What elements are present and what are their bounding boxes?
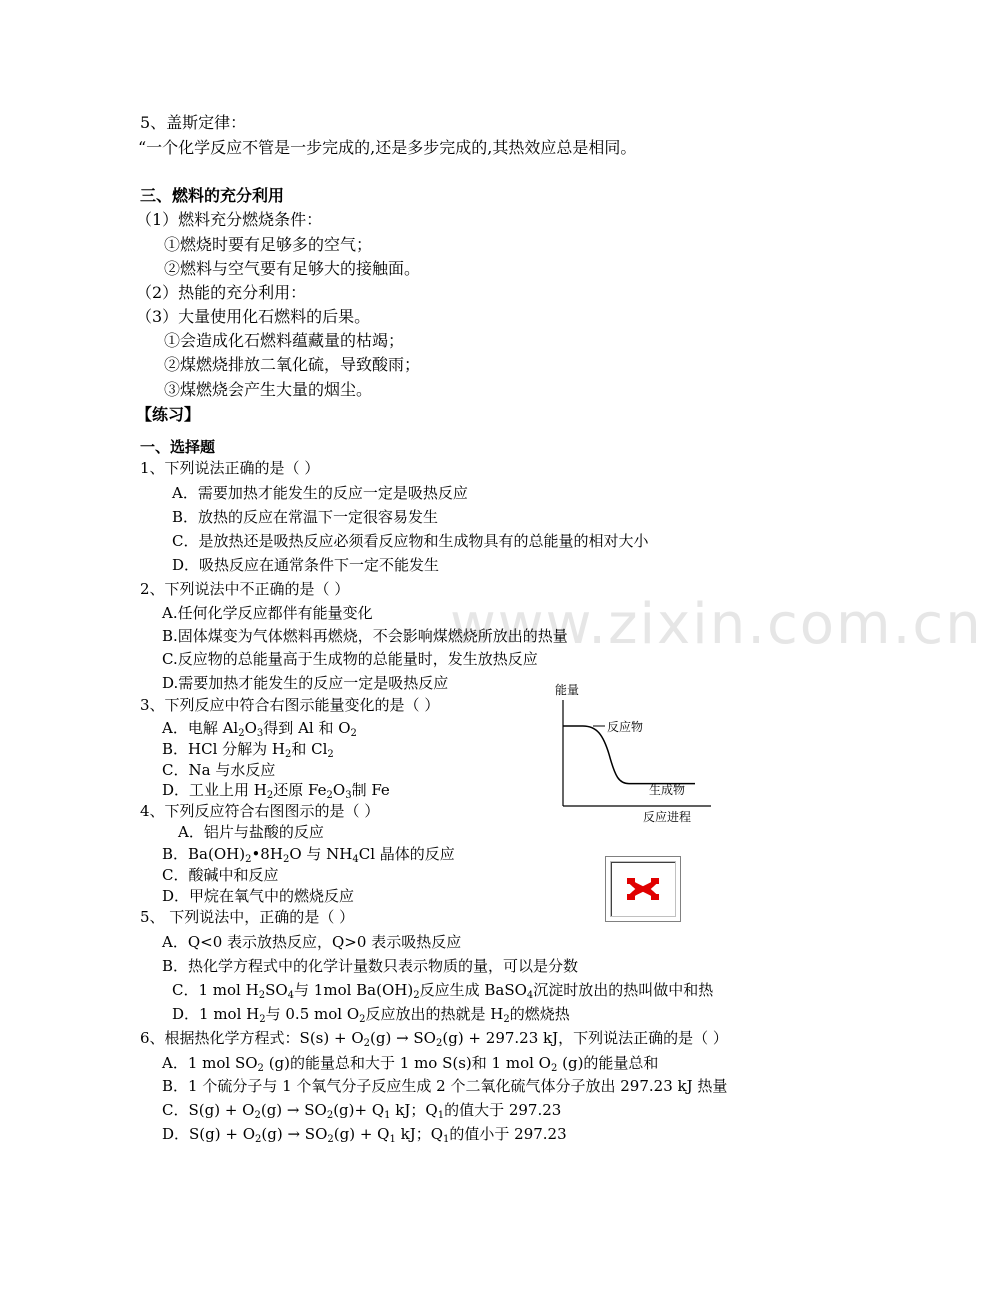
energy-profile-chart [545,678,715,828]
q1-option-a: A．需要加热才能发生的反应一定是吸热反应 [172,484,468,502]
section-3-title: 三、燃料的充分利用 [140,186,285,205]
q4-stem: 4、下列反应符合右图图示的是（ ） [140,802,380,820]
watermark: www.zixin.com.cn [450,592,983,657]
q3-option-d: D．工业上用 $H_2$还原 $Fe_2O_3$制 Fe [162,781,390,801]
q6-option-c: C．$S(g) + O_2(g) \to SO_2(g)+ Q_1$ kJ；$Q_1$的值大于 297.23 [162,1101,562,1121]
condition-item-1: （1）燃料充分燃烧条件： [136,210,323,229]
hess-law-title: 5、盖斯定律： [140,113,247,132]
q5-option-b: B．热化学方程式中的化学计量数只表示物质的量，可以是分数 [162,957,579,975]
q2-option-c: C.反应物的总能量高于生成物的总能量时，发生放热反应 [162,650,538,668]
y-axis-label: 能量 [555,683,580,697]
condition-item-3c: ③煤燃烧会产生大量的烟尘。 [164,380,373,399]
q5-option-d: D．1 mol $H_2$与 0.5 mol $O_2$反应放出的热就是 $H_2$的燃烧热 [172,1005,570,1025]
q4-option-a: A．铝片与盐酸的反应 [178,823,324,841]
q5-option-a: A．Q<0 表示放热反应，Q>0 表示吸热反应 [162,933,462,951]
q5-stem: 5、 下列说法中，正确的是（ ） [140,908,355,926]
broken-image-frame [610,861,676,917]
broken-image-placeholder [605,856,681,922]
q4-option-d: D．甲烷在氧气中的燃烧反应 [162,887,355,905]
q5-option-c: C．1 mol $H_2SO_4$与 1mol $Ba(OH)_2$反应生成 BaSO$_4$沉淀时放出的热叫做中和热 [172,981,714,1001]
q1-option-d: D．吸热反应在通常条件下一定不能发生 [172,556,440,574]
q6-option-b: B．1 个硫分子与 1 个氧气分子反应生成 2 个二氧化硫气体分子放出 297.23 kJ 热量 [162,1077,728,1095]
hess-law-text: “一个化学反应不管是一步完成的,还是多步完成的,其热效应总是相同。 [138,138,637,157]
condition-item-1a: ①燃烧时要有足够多的空气； [164,235,373,254]
q1-stem: 1、下列说法正确的是（ ） [140,459,320,477]
condition-item-2: （2）热能的充分利用： [136,283,307,302]
practice-header: 【练习】 [136,405,201,424]
q2-option-b: B.固体煤变为气体燃料再燃烧，不会影响煤燃烧所放出的热量 [162,627,568,645]
q2-stem: 2、下列说法中不正确的是（ ） [140,580,350,598]
section-1-title: 一、选择题 [140,438,216,456]
q6-option-a: A．1 mol $SO_2$ (g)的能量总和大于 1 mo S(s)和 1 mol $O_2$ (g)的能量总和 [162,1054,659,1074]
q3-option-a: A．电解 $Al_2O_3$得到 Al 和 $O_2$ [162,719,357,739]
q6-stem: 6、根据热化学方程式：$S(s) + O_2(g) \to SO_2(g) + 297.23$ kJ，下列说法正确的是（ ） [140,1029,728,1049]
condition-item-3a: ①会造成化石燃料蕴藏量的枯竭； [164,331,405,350]
condition-item-3b: ②煤燃烧排放二氧化硫，导致酸雨； [164,355,421,374]
q3-stem: 3、下列反应中符合右图示能量变化的是（ ） [140,696,440,714]
q3-option-c: C．Na 与水反应 [162,761,276,779]
condition-item-1b: ②燃料与空气要有足够大的接触面。 [164,259,421,278]
reactant-label: 反应物 [607,720,644,734]
q4-option-c: C．酸碱中和反应 [162,866,279,884]
condition-item-3: （3）大量使用化石燃料的后果。 [136,307,371,326]
q2-option-d: D.需要加热才能发生的反应一定是吸热反应 [162,674,449,692]
product-label: 生成物 [649,783,686,797]
q1-option-c: C．是放热还是吸热反应必须看反应物和生成物具有的总能量的相对大小 [172,532,649,550]
q1-option-b: B．放热的反应在常温下一定很容易发生 [172,508,439,526]
q2-option-a: A.任何化学反应都伴有能量变化 [162,604,373,622]
q4-option-b: B．$Ba(OH)_2•8H_2O$ 与 $NH_4Cl$ 晶体的反应 [162,845,455,865]
q6-option-d: D．$S(g) + O_2(g) \to SO_2(g) + Q_1$ kJ；$Q_1$的值小于 297.23 [162,1125,567,1145]
x-axis-label: 反应进程 [643,810,692,824]
energy-curve [563,726,695,784]
q3-option-b: B．HCl 分解为 $H_2$和 $Cl_2$ [162,740,334,760]
red-x-icon [611,862,675,916]
